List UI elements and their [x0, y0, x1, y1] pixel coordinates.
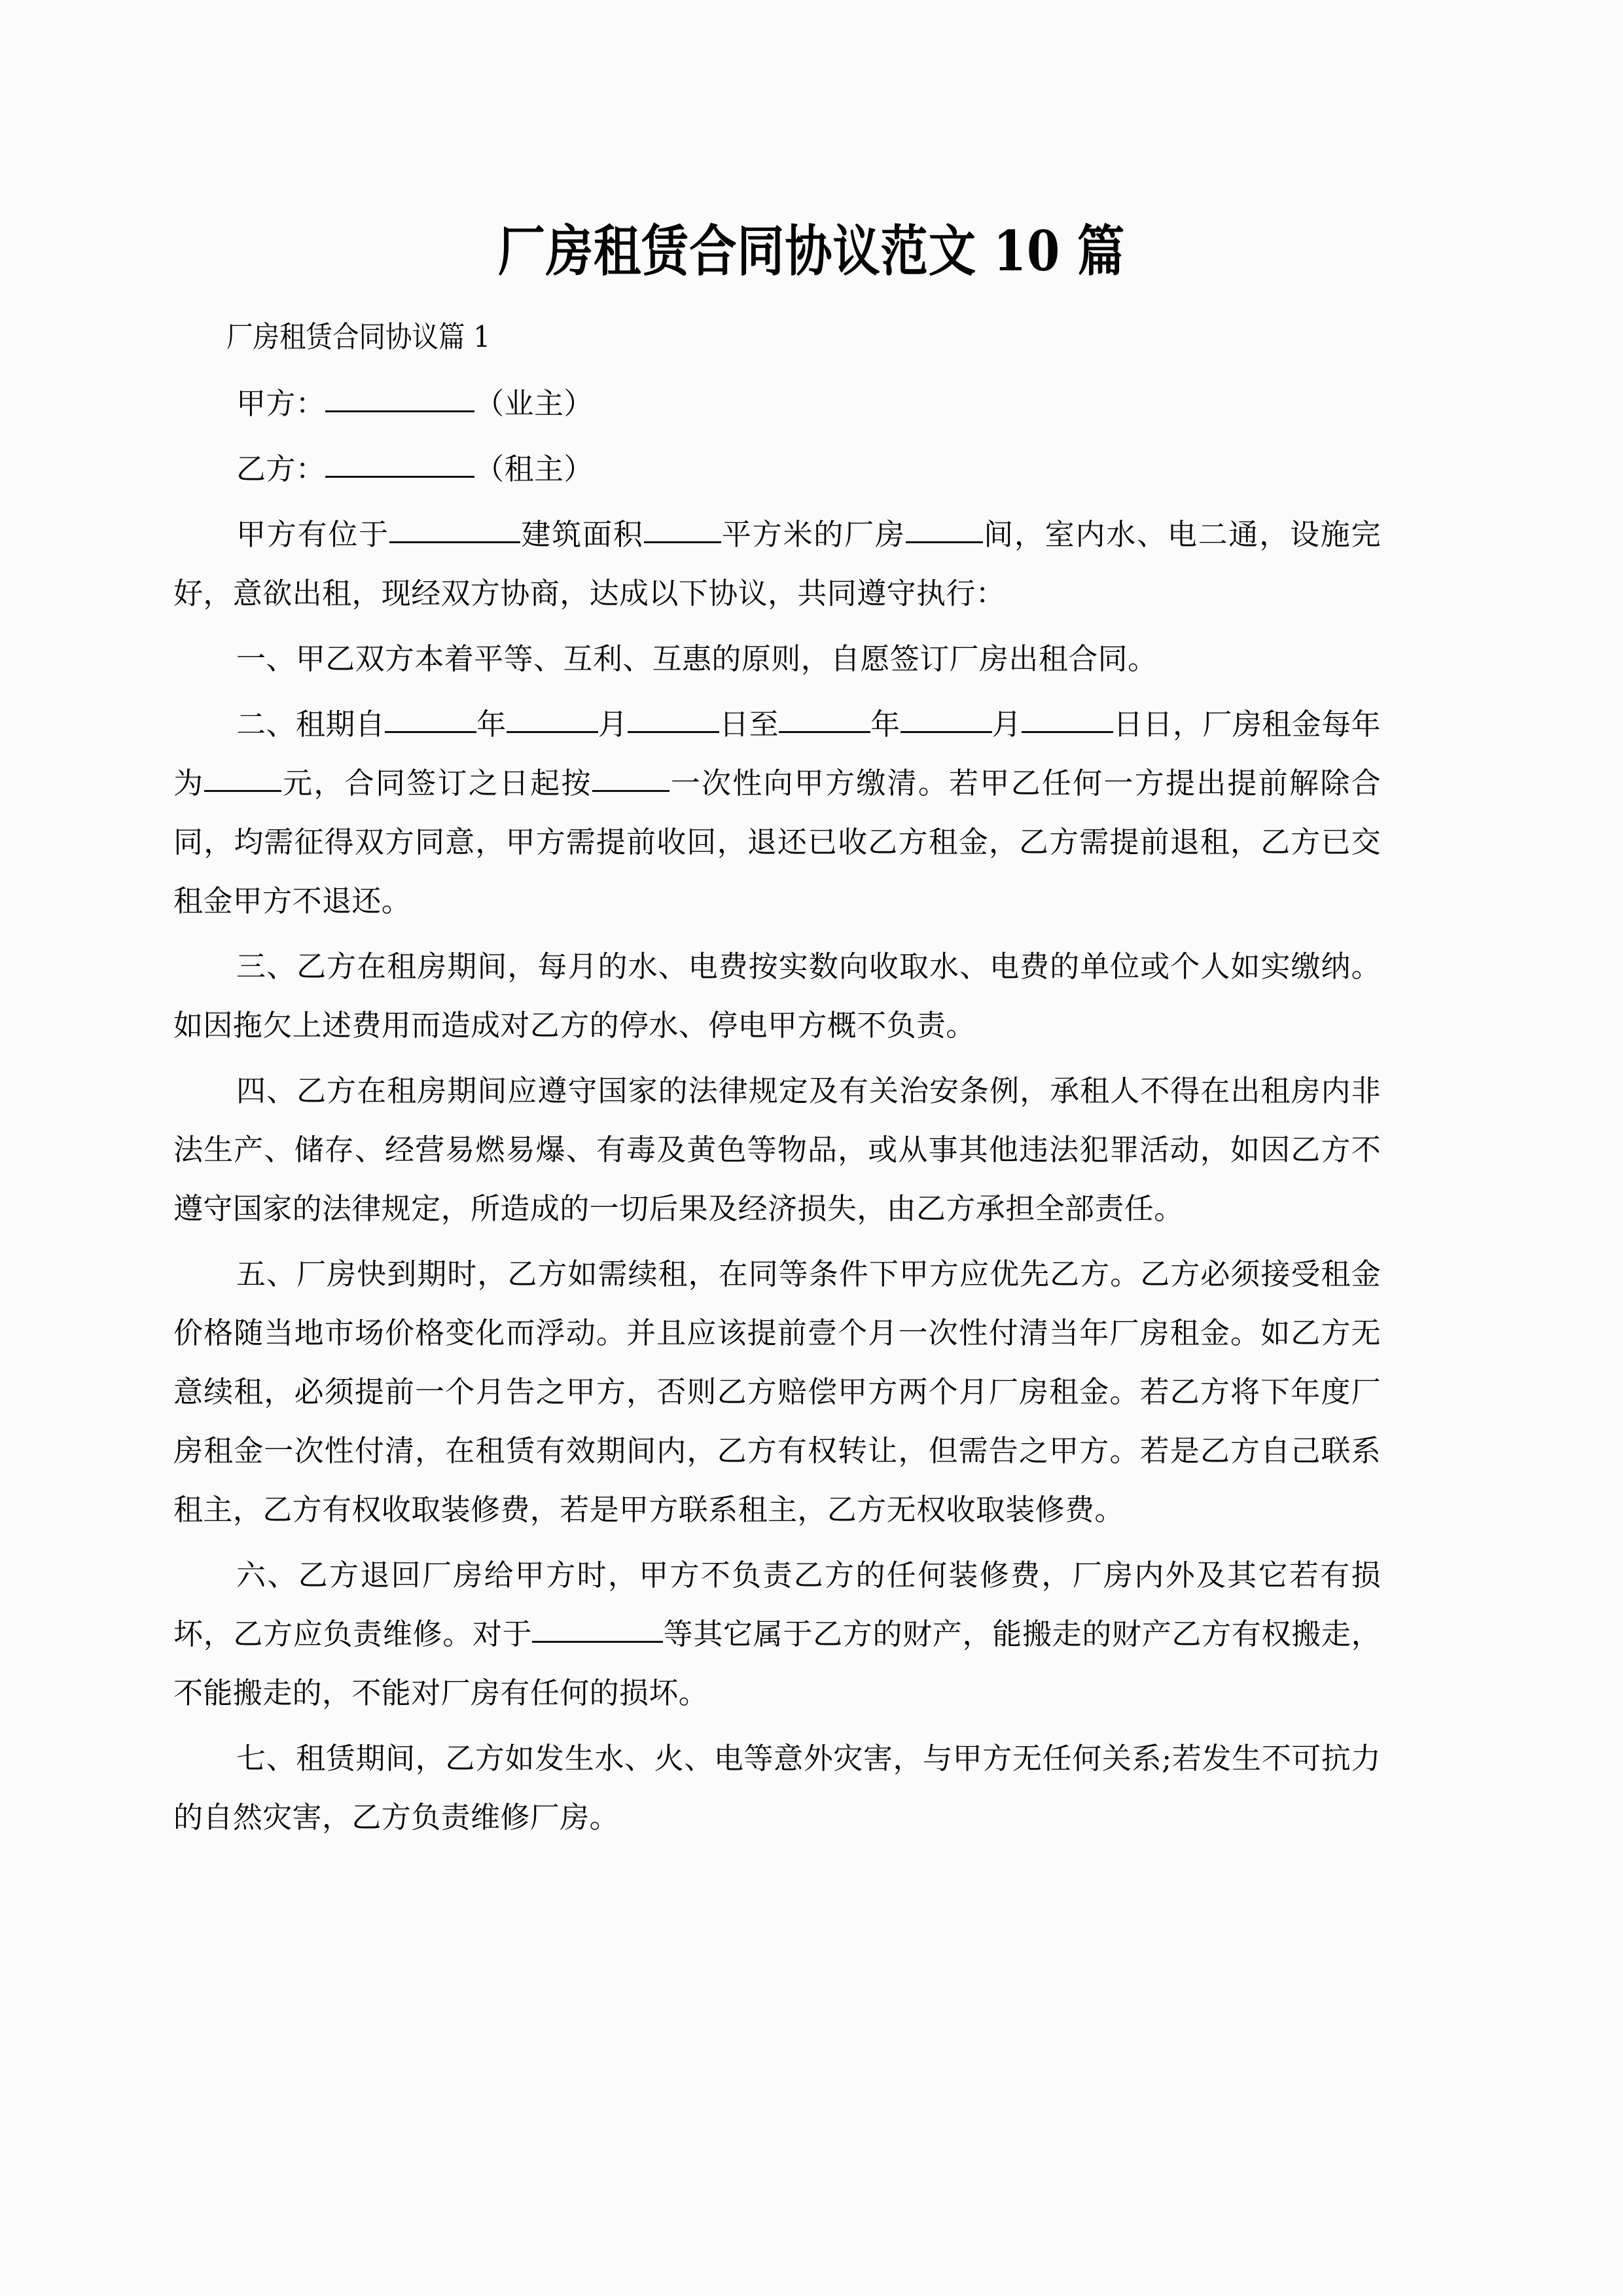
clause-1-text: 甲乙双方本着平等、互利、互惠的原则，自愿签订厂房出租合同。	[295, 641, 1158, 676]
clause-3-text: 乙方在租房期间，每月的水、电费按实数向收取水、电费的单位或个人如实缴纳。如因拖欠上述费用而造成对乙方的停水、停电甲方概不负责。	[173, 949, 1381, 1043]
clause-6-number: 六、	[236, 1558, 298, 1592]
end-month-blank[interactable]	[901, 702, 992, 733]
document-body	[173, 308, 1381, 1847]
clause-7	[173, 1729, 1381, 1847]
clause-3-number: 三、	[236, 949, 297, 984]
end-year-blank[interactable]	[779, 702, 870, 733]
clause-4-text: 乙方在租房期间应遵守国家的法律规定及有关治安条例，承租人不得在出租房内非法生产、储存、经营易燃易爆、有毒及黄色等物品，或从事其他违法犯罪活动，如因乙方不遵守国家的法律规定，所造成的一切后果及经济损失，由乙方承担全部责任。	[173, 1073, 1381, 1226]
location-blank[interactable]	[389, 512, 520, 543]
party-b-line	[173, 440, 1381, 499]
start-day-blank[interactable]	[628, 702, 719, 733]
clause-2-month-2: 月	[991, 707, 1022, 742]
clause-2-number: 二、	[236, 707, 296, 742]
intro-text-c: 平方米的厂房	[721, 517, 906, 552]
end-day-blank[interactable]	[1022, 702, 1113, 733]
party-b-label: 乙方：	[236, 452, 326, 486]
party-b-blank[interactable]	[325, 447, 474, 478]
clause-5-text: 厂房快到期时，乙方如需续租，在同等条件下甲方应优先乙方。乙方必须接受租金价格随当地市场价格变化而浮动。并且应该提前壹个月一次性付清当年厂房租金。如乙方无意续租，必须提前一个月告之甲方，否则乙方赔偿甲方两个月厂房租金。若乙方将下年度厂房租金一次性付清，在租赁有效期间内，乙方有权转让，但需告之甲方。若是乙方自己联系租主，乙方有权收取装修费，若是甲方联系租主，乙方无权收取装修费。	[173, 1257, 1381, 1527]
clause-2-day-2: 日日，厂房租金每年为	[173, 707, 1382, 800]
intro-text-d: 间，室内水、	[982, 517, 1168, 552]
intro-text-b: 建筑面积	[520, 517, 644, 552]
clause-2	[173, 695, 1381, 931]
clause-1-number: 一、	[236, 641, 296, 676]
clause-7-number: 七、	[236, 1741, 296, 1776]
section-heading: 厂房租赁合同协议篇 1	[226, 319, 491, 354]
party-a-line	[173, 374, 1381, 433]
intro-paragraph	[173, 505, 1381, 623]
clause-2-lead: 租期自	[295, 707, 385, 742]
clause-6	[173, 1546, 1381, 1723]
page-title: 厂房租赁合同协议范文 10 篇	[497, 219, 1126, 284]
clause-7-text: 租赁期间，乙方如发生水、火、电等意外灾害，与甲方无任何关系;若发生不可抗力的自然灾害，乙方负责维修厂房。	[173, 1741, 1381, 1835]
property-items-blank[interactable]	[532, 1612, 663, 1643]
start-year-blank[interactable]	[385, 702, 476, 733]
start-month-blank[interactable]	[507, 702, 598, 733]
clause-5-number: 五、	[236, 1257, 297, 1291]
party-a-role: （业主）	[474, 386, 594, 421]
clause-1	[173, 630, 1381, 689]
clause-2-day-1: 日至	[719, 707, 779, 742]
clause-3	[173, 937, 1381, 1055]
clause-2-tail: 一次性向甲方缴清。若甲乙任何一方提出提前解除合同，均需征得双方同意，甲方需提前收回，退还已收乙方租金，乙方需提前退租，乙方已交租金甲方不退还。	[173, 766, 1382, 918]
clause-2-month-1: 月	[597, 707, 628, 742]
clause-6-lead: 乙方退回厂房给甲方时，甲方不负责乙方的任何装修费，厂房内外及其它若有损坏，乙方应负责维修。对于	[173, 1558, 1381, 1651]
clause-2-year-2: 年	[870, 707, 901, 742]
clause-4	[173, 1062, 1381, 1238]
clause-5	[173, 1245, 1381, 1539]
clause-2-year-1: 年	[476, 707, 507, 742]
intro-line-2: 电二通，设施完好，意欲出租，现经双方协商，达成以下协议，共同遵守执行：	[173, 517, 1381, 611]
clause-4-number: 四、	[236, 1073, 297, 1108]
room-count-blank[interactable]	[906, 512, 983, 543]
clause-6-tail: 等其它属于乙方的财产，能搬走的财产乙方有权搬走，不能搬走的，不能对厂房有任何的损坏。	[173, 1617, 1381, 1710]
intro-text-a: 甲方有位于	[236, 517, 389, 552]
party-b-role: （租主）	[474, 452, 594, 486]
party-a-label: 甲方：	[236, 386, 326, 421]
party-a-blank[interactable]	[325, 382, 474, 412]
payment-term-blank[interactable]	[592, 761, 669, 792]
clause-2-yuan: 元，合同签订之日起按	[281, 766, 592, 800]
rent-amount-blank[interactable]	[204, 761, 281, 792]
area-blank[interactable]	[644, 512, 721, 543]
